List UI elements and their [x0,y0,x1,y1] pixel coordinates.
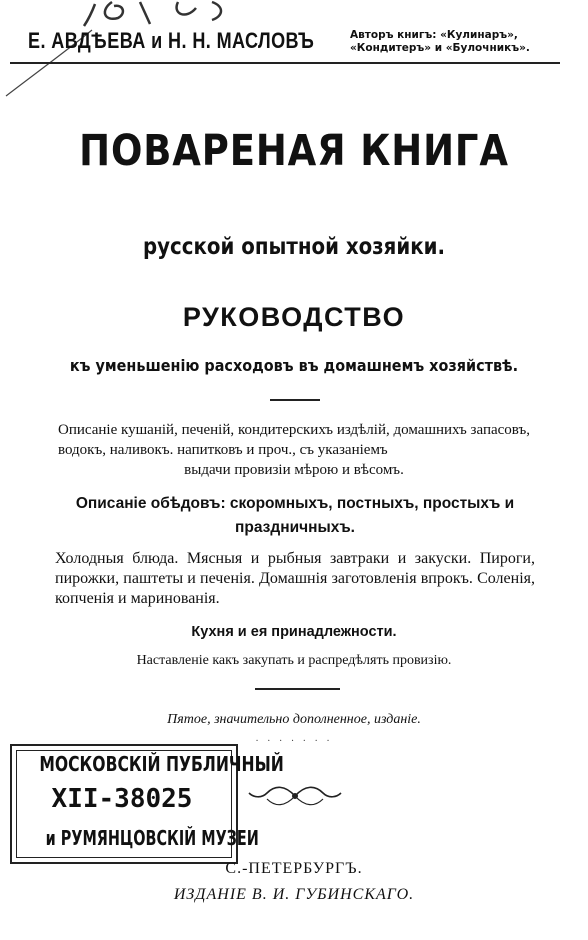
imprint-publisher: ИЗДАНIЕ В. И. ГУБИНСКАГО. [173,886,415,903]
header-rule [10,62,560,64]
description-main: Описанiе кушанiй, печенiй, кондитерскихъ издѣлiй, домашнихъ запасовъ, водокъ, наливокъ. напитковъ и проч., съ указанiемъ [58,422,530,458]
edition-line: Пятое, значительно дополненное, изданiе. [167,712,421,727]
imprint-city: С.-ПЕТЕРБУРГЪ. [225,860,363,877]
divider-rule-2 [255,688,340,690]
kitchen-line: Кухня и ея принадлежности. [191,624,397,640]
library-stamp [10,744,284,864]
contents-description [58,420,530,480]
dinners-description: Описанiе обѣдовъ: скоромныхъ, постныхъ, простыхъ и праздничныхъ. [75,495,515,536]
stamp-line2: XII-38025 [51,784,193,814]
guide-subheading: къ уменьшенiю расходовъ въ домашнемъ хозяйствѣ. [69,356,519,375]
stamp-line3: и РУМЯНЦОВСКIЙ МУЗЕИ [45,826,259,850]
stamp-line1: МОСКОВСКIЙ ПУБЛИЧНЫЙ [39,752,284,776]
book-title: ПОВАРЕНАЯ КНИГА [79,126,509,176]
divider-rule [270,399,320,401]
instructions-line: Наставленiе какъ закупать и распредѣлять провизiю. [136,653,452,668]
author-note-line1: Авторъ книгъ: «Кулинаръ», [350,29,518,41]
book-subtitle: русской опытной хозяйки. [142,234,446,260]
printer-ornament [245,781,345,811]
description-last: выдачи провизiи мѣрою и вѣсомъ. [184,462,404,478]
guide-heading: РУКОВОДСТВО [182,302,406,332]
author-note [350,29,588,55]
author-note-line2: «Кондитеръ» и «Булочникъ». [350,42,530,54]
dotted-ornament: · · · · · · · [255,736,333,747]
cold-dishes-description: Холодныя блюда. Мясныя и рыбныя завтраки и закуски. Пироги, пирожки, паштеты и печенiя. Домашнiя заготовленiя впрокъ. Соленiя, копченiя и маринованiя. [55,550,535,607]
authors: Е. АВДѢЕВА и Н. Н. МАСЛОВЪ [28,28,315,53]
